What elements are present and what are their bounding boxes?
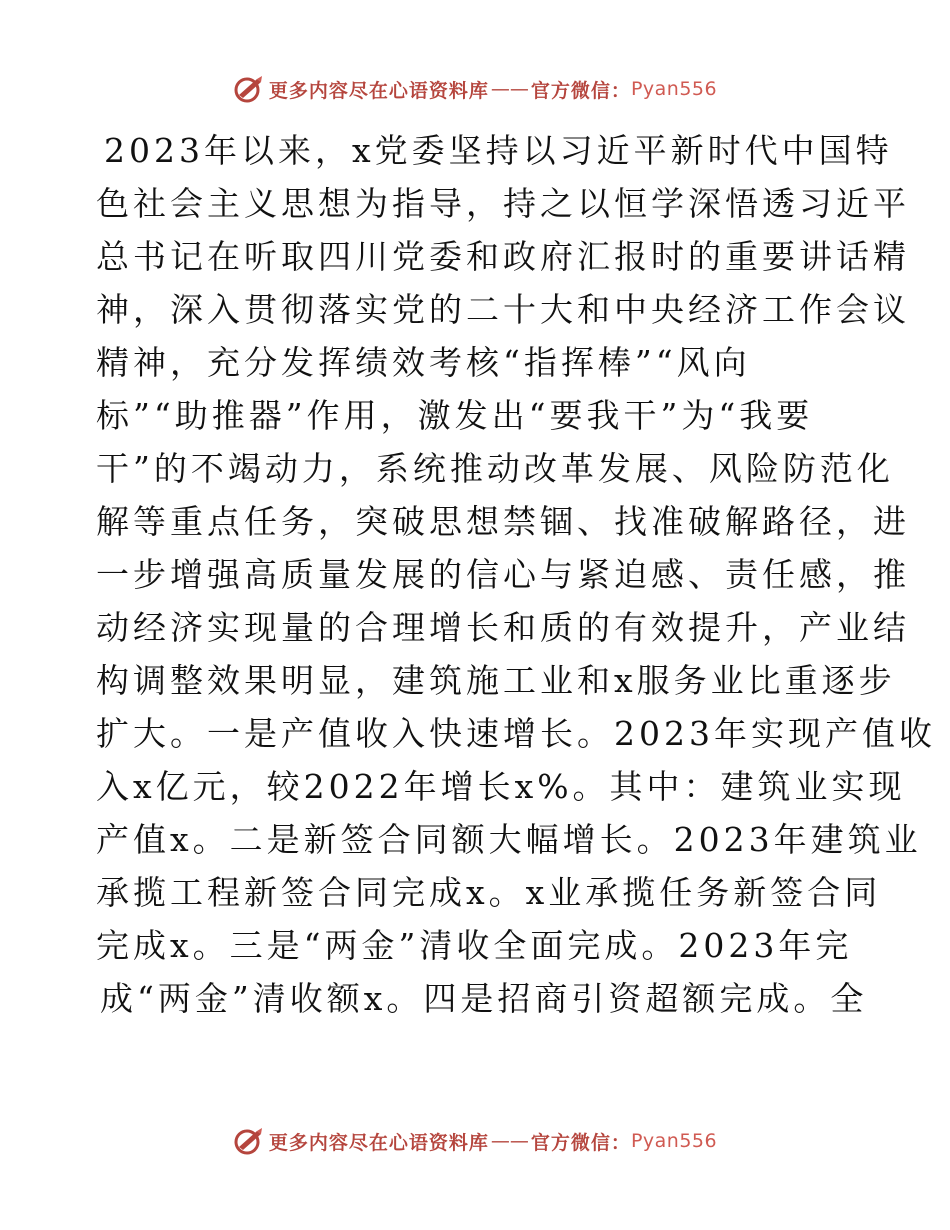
watermark-text: 更多内容尽在心语资料库 <box>268 79 489 102</box>
text-line: 构调整效果明显，建筑施工业和x服务业比重逐步 <box>96 661 896 700</box>
text-line: 产值x。二是新签合同额大幅增长。2023年建筑业 <box>96 820 922 859</box>
text-line: 2023年以来，x党委坚持以习近平新时代中国特 <box>104 131 893 170</box>
watermark-wechat-label: 官方微信： <box>530 79 631 102</box>
text-line: 入x亿元，较2022年增长x%。其中：建筑业实现 <box>96 767 906 806</box>
watermark-separator: —— <box>490 78 529 100</box>
pen-logo-icon <box>233 73 265 105</box>
watermark-header <box>0 72 950 106</box>
pen-logo-icon <box>233 1125 265 1157</box>
text-line: 标”“助推器”作用，激发出“要我干”为“我要 <box>96 396 814 435</box>
watermark-wechat-id: Pyan556 <box>630 1130 718 1152</box>
watermark-footer <box>0 1124 950 1158</box>
text-line: 解等重点任务，突破思想禁锢、找准破解路径，进 <box>96 502 910 541</box>
text-line: 一步增强高质量发展的信心与紧迫感、责任感，推 <box>96 555 910 594</box>
text-line: 总书记在听取四川党委和政府汇报时的重要讲话精 <box>96 237 910 276</box>
text-line: 干”的不竭动力，系统推动改革发展、风险防范化 <box>96 449 894 488</box>
watermark-wechat-label: 官方微信： <box>530 1131 631 1154</box>
text-line: 色社会主义思想为指导，持之以恒学深悟透习近平 <box>96 184 910 223</box>
text-line: 精神，充分发挥绩效考核“指挥棒”“风向 <box>96 343 751 382</box>
text-line: 动经济实现量的合理增长和质的有效提升，产业结 <box>96 608 910 647</box>
watermark-text: 更多内容尽在心语资料库 <box>268 1131 489 1154</box>
watermark-wechat-id: Pyan556 <box>630 78 718 100</box>
text-line: 完成x。三是“两金”清收全面完成。2023年完 <box>96 926 853 965</box>
text-line: 成“两金”清收额x。四是招商引资超额完成。全 <box>100 979 868 1018</box>
text-line: 扩大。一是产值收入快速增长。2023年实现产值收 <box>96 714 936 753</box>
text-line: 承揽工程新签合同完成x。x业承揽任务新签合同 <box>96 873 882 912</box>
text-line: 神，深入贯彻落实党的二十大和中央经济工作会议 <box>96 290 910 329</box>
watermark-separator: —— <box>490 1130 529 1152</box>
